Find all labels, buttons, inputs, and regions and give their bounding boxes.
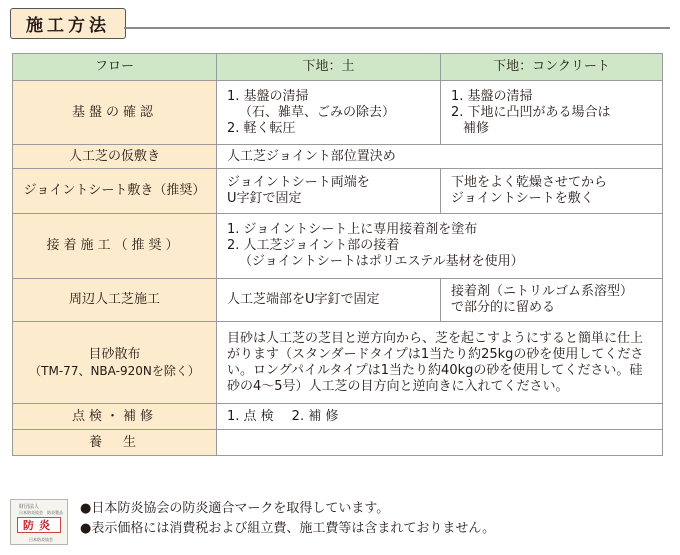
perimeter-concrete-line: で部分的に留める: [451, 300, 556, 315]
section-title: 施工方法: [10, 8, 126, 39]
table-row: [13, 145, 663, 169]
table-row: [13, 404, 663, 430]
perimeter-soil: [217, 279, 441, 322]
base-check-soil-line: （石、雑草、ごみの除去）: [239, 104, 396, 120]
inspection-text: [217, 404, 663, 430]
mark-line2-text: 日本防炎協会 防炎製品: [19, 510, 63, 515]
base-check-concrete-line: 2. 下地に凸凹がある場合は: [451, 104, 611, 120]
adhesive-line: 2. 人工芝ジョイント部の接着: [227, 238, 400, 253]
perimeter-concrete: [441, 279, 663, 322]
note-price: ●表示価格には消費税および組立費、施工費等は含まれておりません。: [80, 521, 496, 536]
table-row: [13, 169, 663, 214]
base-check-soil-line: 1. 基盤の清掃: [227, 88, 309, 104]
inspection-item: 2. 補 修: [291, 408, 339, 424]
row-label-adhesive: 接着施工（推奨）: [13, 214, 217, 279]
row-label-joint-sheet: ジョイントシート敷き（推奨）: [13, 169, 217, 214]
adhesive-text: [217, 214, 663, 279]
row-label-curing: 養 生: [13, 430, 217, 456]
base-check-concrete-line: 1. 基盤の清掃: [451, 88, 533, 104]
note-fire-mark: ●日本防炎協会の防炎適合マークを取得しています。: [80, 501, 390, 516]
sand-text: 目砂は人工芝の芝目と逆方向から、芝を起こすようにすると簡単に仕上がります（スタンダードタイプは1当たり約25kgの砂を使用してください。ロングパイルタイプは1当たり約40kgの砂を使用してください。硅砂の4〜5号）人工芝の目方向と逆向きに入れてください。: [217, 322, 663, 404]
notes: [80, 499, 495, 539]
mark-top-text: 財団法人: [19, 504, 40, 510]
construction-method-table: [12, 53, 663, 456]
adhesive-line: 1. ジョイントシート上に専用接着剤を塗布: [227, 222, 478, 237]
table-row: [13, 430, 663, 456]
table-row: [13, 279, 663, 322]
table-row: [13, 322, 663, 404]
header-concrete: 下地：コンクリート: [441, 54, 663, 81]
header-soil: 下地：土: [217, 54, 441, 81]
sand-label: 目砂散布: [88, 346, 141, 362]
joint-sheet-soil-line: ジョイントシート両端を: [227, 175, 370, 190]
fire-retardant-mark: [10, 499, 68, 545]
joint-sheet-soil: [217, 169, 441, 214]
perimeter-concrete-line: 接着剤（ニトリルゴム系溶型）: [451, 284, 634, 299]
base-check-soil-line: 2. 軽く転圧: [227, 120, 296, 136]
row-label-temporary-laying: 人工芝の仮敷き: [13, 145, 217, 169]
row-label-perimeter: 周辺人工芝施工: [13, 279, 217, 322]
mark-bottom-text: 日本防炎協会: [29, 537, 53, 542]
inspection-item: 1. 点 検: [227, 408, 274, 424]
curing-text: [217, 430, 663, 456]
row-label-base-check: 基盤の確認: [13, 81, 217, 145]
row-label-inspection: 点検・補修: [13, 404, 217, 430]
table-row: [13, 214, 663, 279]
perimeter-soil-line: 人工芝端部をU字釘で固定: [227, 292, 380, 307]
base-check-soil: [217, 81, 441, 145]
row-label-sand: [13, 322, 217, 404]
base-check-concrete: [441, 81, 663, 145]
table-header-row: [13, 54, 663, 81]
adhesive-line: （ジョイントシートはポリエステル基材を使用）: [239, 254, 524, 269]
temporary-laying-text: 人工芝ジョイント部位置決め: [217, 145, 663, 169]
joint-sheet-concrete-line: ジョイントシートを敷く: [451, 191, 594, 206]
base-check-concrete-line: 補修: [463, 120, 490, 136]
sand-sublabel: （TM-77、NBA-920Nを除く）: [29, 363, 200, 378]
joint-sheet-concrete-line: 下地をよく乾燥させてから: [451, 175, 608, 190]
title-rule: [124, 27, 670, 29]
joint-sheet-soil-line: U字釘で固定: [227, 191, 302, 206]
mark-center-text: 防炎: [17, 517, 61, 533]
joint-sheet-concrete: [441, 169, 663, 214]
header-flow: フロー: [13, 54, 217, 81]
table-row: [13, 81, 663, 145]
